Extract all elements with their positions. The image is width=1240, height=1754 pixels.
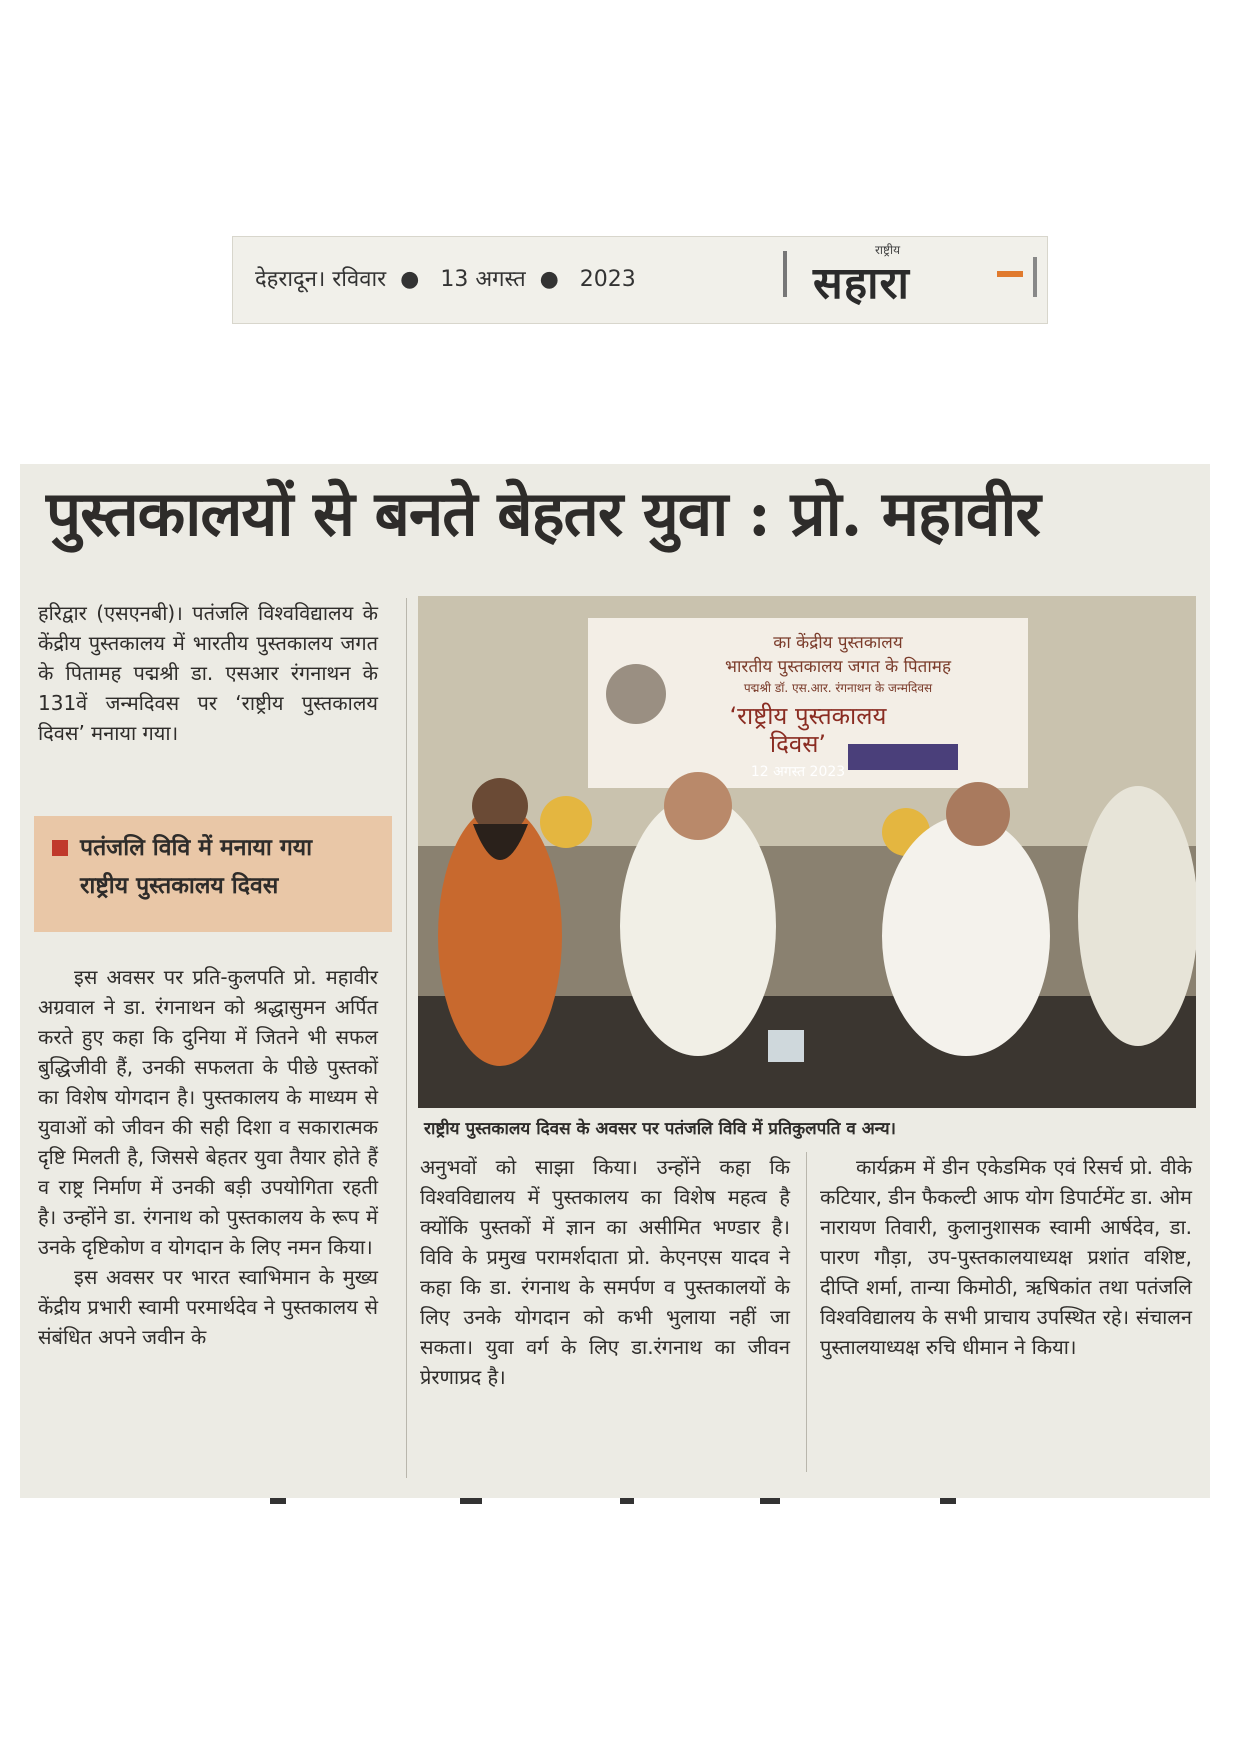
dateline-year: 2023: [579, 267, 636, 292]
photo-caption: राष्ट्रीय पुस्तकालय दिवस के अवसर पर पतंजलि विवि में प्रतिकुलपति व अन्य।: [424, 1119, 896, 1139]
column-rule: [406, 598, 407, 1478]
square-bullet-icon: [52, 840, 68, 856]
bullet-dot: ●: [532, 267, 573, 292]
masthead-divider-end: [1033, 257, 1037, 297]
callout-line-2: राष्ट्रीय पुस्तकालय दिवस: [80, 873, 279, 899]
body-paragraph-2: इस अवसर पर भारत स्वाभिमान के मुख्य केंद्रीय प्रभारी स्वामी परमार्थदेव ने पुस्तकालय से संबंधित अपने जवीन के: [38, 1265, 378, 1349]
banner-title-1: ‘राष्ट्रीय पुस्तकालय: [729, 702, 887, 730]
middle-column-body: [420, 1152, 790, 1392]
right-column-body: [820, 1152, 1192, 1362]
body-paragraph-1: इस अवसर पर प्रति-कुलपति प्रो. महावीर अग्रवाल ने डा. रंगनाथन को श्रद्धासुमन अर्पित करते हुए कहा कि दुनिया में जितने भी सफल बुद्धिजीवी हैं, उनकी सफलता के पीछे पुस्तकों का विशेष योगदान है। पुस्तकालय के माध्यम से युवाओं को जीवन की सही दिशा व सकारात्मक दृष्टि मिलती है, जिससे बेहतर युवा तैयार होते हैं व राष्ट्र निर्माण में उनकी बड़ी उपयोगिता रहती है। उन्होंने डा. रंगनाथ को पुस्तकालय के रूप में उनके दृष्टिकोण व योगदान के लिए नमन किया।: [38, 965, 378, 1259]
masthead-accent: [997, 271, 1023, 277]
body-paragraph-4: कार्यक्रम में डीन एकेडमिक एवं रिसर्च प्रो. वीके कटियार, डीन फैकल्टी आफ योग डिपार्टमेंट डा. ओम नारायण तिवारी, कुलानुशासक स्वामी आर्षदेव, डा. पारण गौड़ा, उप-पुस्तकालयाध्यक्ष प्रशांत वशिष्ट, दीप्ति शर्मा, तान्या किमोठी, ऋषिकांत तथा पतंजलि विश्वविद्यालय के सभी प्राचाय उपस्थित रहे। संचालन पुस्तालयाध्यक्ष रुचि धीमान ने किया।: [820, 1155, 1192, 1359]
dateline: [255, 263, 636, 293]
banner-line-2: भारतीय पुस्तकालय जगत के पितामह: [725, 657, 951, 677]
intro-text: हरिद्वार (एसएनबी)। पतंजलि विश्वविद्यालय के केंद्रीय पुस्तकालय में भारतीय पुस्तकालय जगत के पितामह पद्मश्री डा. एसआर रंगनाथन के 131वें जन्मदिवस पर ‘राष्ट्रीय पुस्तकालय दिवस’ मनाया गया।: [38, 601, 378, 745]
column-rule: [806, 1152, 807, 1472]
cutoff-text-edge: [20, 1498, 1210, 1534]
body-paragraph-3: अनुभवों को साझा किया। उन्होंने कहा कि विश्वविद्यालय में पुस्तकालय का विशेष महत्व है क्योंकि पुस्तकों में ज्ञान का असीमित भण्डार है। विवि के प्रमुख परामर्शदाता प्रो. केएनएस यादव ने कहा कि डा. रंगनाथ के समर्पण व पुस्तकालयों के लिए उनके योगदान को कभी भुलाया नहीं जा सकता। युवा वर्ग के लिए डा.रंगनाथ का जीवन प्रेरणाप्रद है।: [420, 1155, 790, 1389]
banner-line-1: का केंद्रीय पुस्तकालय: [773, 633, 903, 653]
news-article: [20, 464, 1210, 1498]
intro-paragraph: [38, 598, 378, 748]
banner-date: 12 अगस्त 2023: [750, 764, 846, 780]
dateline-date: 13 अगस्त: [440, 267, 526, 292]
event-photo-illustration: [418, 596, 1196, 1108]
banner-title-2: दिवस’: [769, 730, 827, 758]
banner-line-3: पद्मश्री डॉ. एस.आर. रंगनाथन के जन्मदिवस: [743, 681, 933, 695]
masthead-logo: सहारा: [813, 258, 910, 309]
clipping-header: [232, 236, 1048, 324]
cutoff-text-marks: [20, 1498, 1210, 1534]
bullet-dot: ●: [393, 267, 434, 292]
callout-line-1: पतंजलि विवि में मनाया गया: [80, 835, 313, 861]
masthead-subtitle: राष्ट्रीय: [875, 243, 901, 257]
masthead-divider: [783, 251, 787, 297]
headline: पुस्तकालयों से बनते बेहतर युवा : प्रो. महावीर: [46, 477, 1040, 550]
left-column-body: [38, 962, 378, 1352]
callout-box: [34, 816, 392, 932]
dateline-city-day: देहरादून। रविवार: [255, 267, 387, 292]
event-photo: [418, 596, 1196, 1108]
